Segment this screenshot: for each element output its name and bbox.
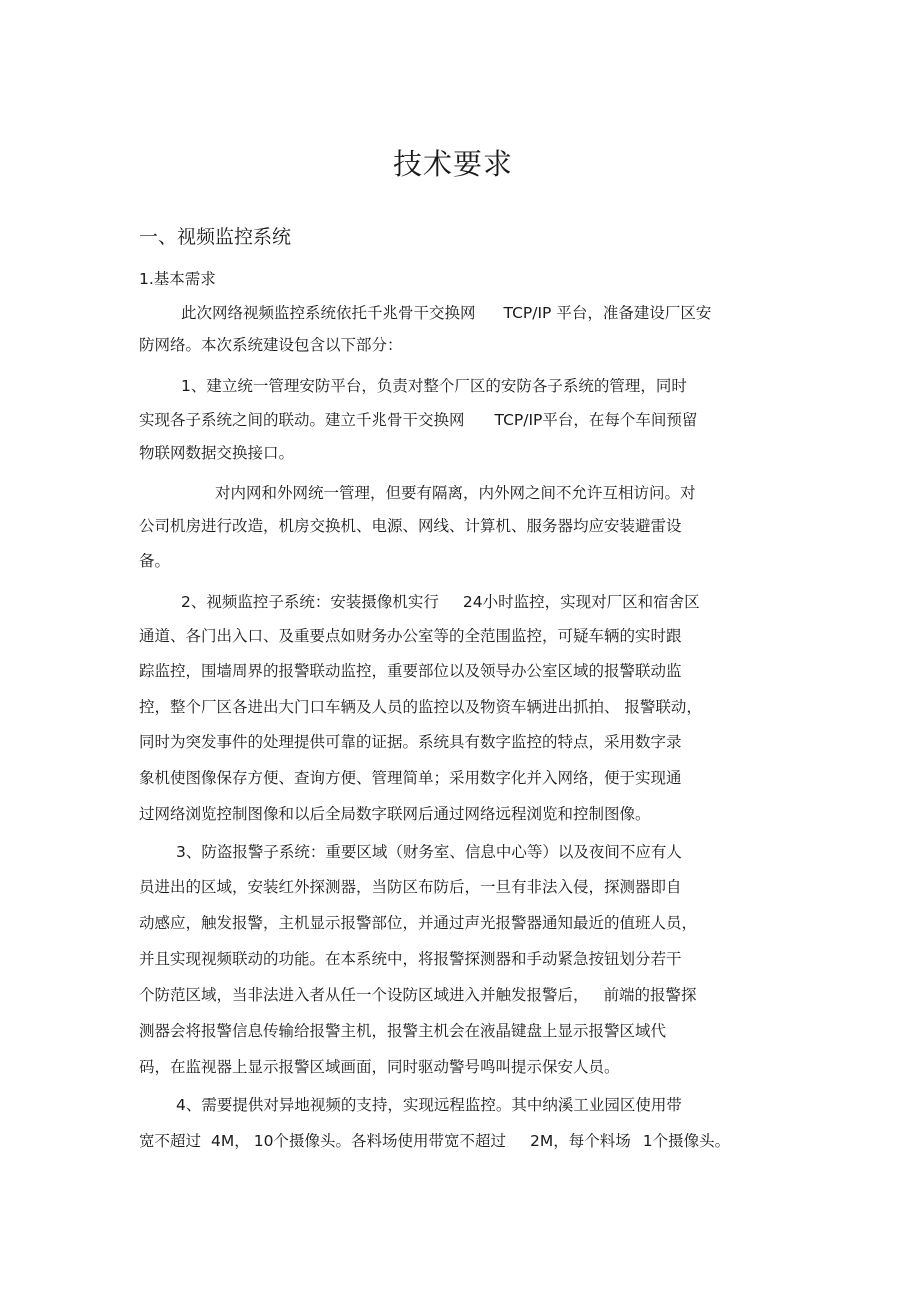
paragraph-line: 码，在监视器上显示报警区域画面，同时驱动警号鸣叫提示保安人员。 bbox=[139, 1058, 620, 1076]
text-segment: 2、视频监控子系统：安装摄像机实行 bbox=[181, 593, 439, 611]
document-title: 技术要求 bbox=[392, 147, 513, 181]
paragraph-line: 1、建立统一管理安防平台，负责对整个厂区的安防各子系统的管理，同时 bbox=[181, 377, 687, 395]
text-segment: 2M，每个料场 bbox=[530, 1132, 631, 1150]
text-segment: 前端的报警探 bbox=[603, 986, 697, 1004]
paragraph-line: 动感应，触发报警，主机显示报警部位，并通过声光报警器通知最近的值班人员， bbox=[139, 914, 698, 932]
paragraph-line: 员进出的区域，安装红外探测器，当防区布防后，一旦有非法入侵，探测器即自 bbox=[139, 878, 682, 896]
text-segment: 实现各子系统之间的联动。建立千兆骨干交换网 bbox=[139, 411, 465, 429]
text-segment: 此次网络视频监控系统依托千兆骨干交换网 bbox=[181, 304, 476, 322]
text-segment: 个防范区域，当非法进入者从任一个设防区域进入并触发报警后， bbox=[139, 986, 589, 1004]
paragraph-line: 对内网和外网统一管理，但要有隔离，内外网之间不允许互相访问。对 bbox=[215, 484, 696, 502]
subsection-heading: 1.基本需求 bbox=[139, 270, 216, 288]
paragraph-line bbox=[139, 985, 697, 1005]
paragraph-line: 通道、各门出入口、及重要点如财务办公室等的全范围监控，可疑车辆的实时跟 bbox=[139, 627, 682, 645]
paragraph-line bbox=[181, 592, 700, 612]
text-segment: 1个摄像头。 bbox=[642, 1132, 731, 1150]
paragraph-line: 控，整个厂区各进出大门口车辆及人员的监控以及物资车辆进出抓拍、 报警联动， bbox=[139, 698, 702, 716]
paragraph-line: 公司机房进行改造，机房交换机、电源、网线、计算机、服务器均应安装避雷设 bbox=[139, 517, 682, 535]
paragraph-line bbox=[139, 410, 697, 430]
text-segment: 24小时监控，实现对厂区和宿舍区 bbox=[462, 593, 700, 611]
paragraph-line: 防网络。本次系统建设包含以下部分： bbox=[139, 336, 403, 354]
paragraph-line: 3、防盗报警子系统：重要区域（财务室、信息中心等）以及夜间不应有人 bbox=[176, 843, 682, 861]
text-segment: TCP/IP平台，在每个车间预留 bbox=[494, 411, 698, 429]
paragraph-line: 并且实现视频联动的功能。在本系统中，将报警探测器和手动紧急按钮划分若干 bbox=[139, 950, 682, 968]
paragraph-line: 物联网数据交换接口。 bbox=[139, 444, 295, 462]
paragraph-line: 过网络浏览控制图像和以后全局数字联网后通过网络远程浏览和控制图像。 bbox=[139, 805, 651, 823]
text-segment: 4M， bbox=[211, 1132, 250, 1150]
paragraph-line: 备。 bbox=[139, 552, 171, 570]
paragraph-line bbox=[181, 303, 711, 323]
text-segment: TCP/IP 平台，准备建设厂区安 bbox=[503, 304, 712, 322]
paragraph-line: 象机使图像保存方便、查询方便、管理简单；采用数字化并入网络，便于实现通 bbox=[139, 769, 682, 787]
text-segment: 10个摄像头。各料场使用带宽不超过 bbox=[253, 1132, 506, 1150]
paragraph-line: 踪监控，围墙周界的报警联动监控，重要部位以及领导办公室区域的报警联动监 bbox=[139, 662, 682, 680]
paragraph-line: 4、需要提供对异地视频的支持，实现远程监控。其中纳溪工业园区使用带 bbox=[176, 1096, 682, 1114]
paragraph-line: 同时为突发事件的处理提供可靠的证据。系统具有数字监控的特点，采用数字录 bbox=[139, 733, 682, 751]
text-segment: 宽不超过 bbox=[139, 1132, 202, 1150]
paragraph-line: 测器会将报警信息传输给报警主机，报警主机会在液晶键盘上显示报警区域代 bbox=[139, 1022, 667, 1040]
paragraph-line bbox=[139, 1131, 730, 1151]
section-heading: 一、视频监控系统 bbox=[139, 226, 292, 248]
